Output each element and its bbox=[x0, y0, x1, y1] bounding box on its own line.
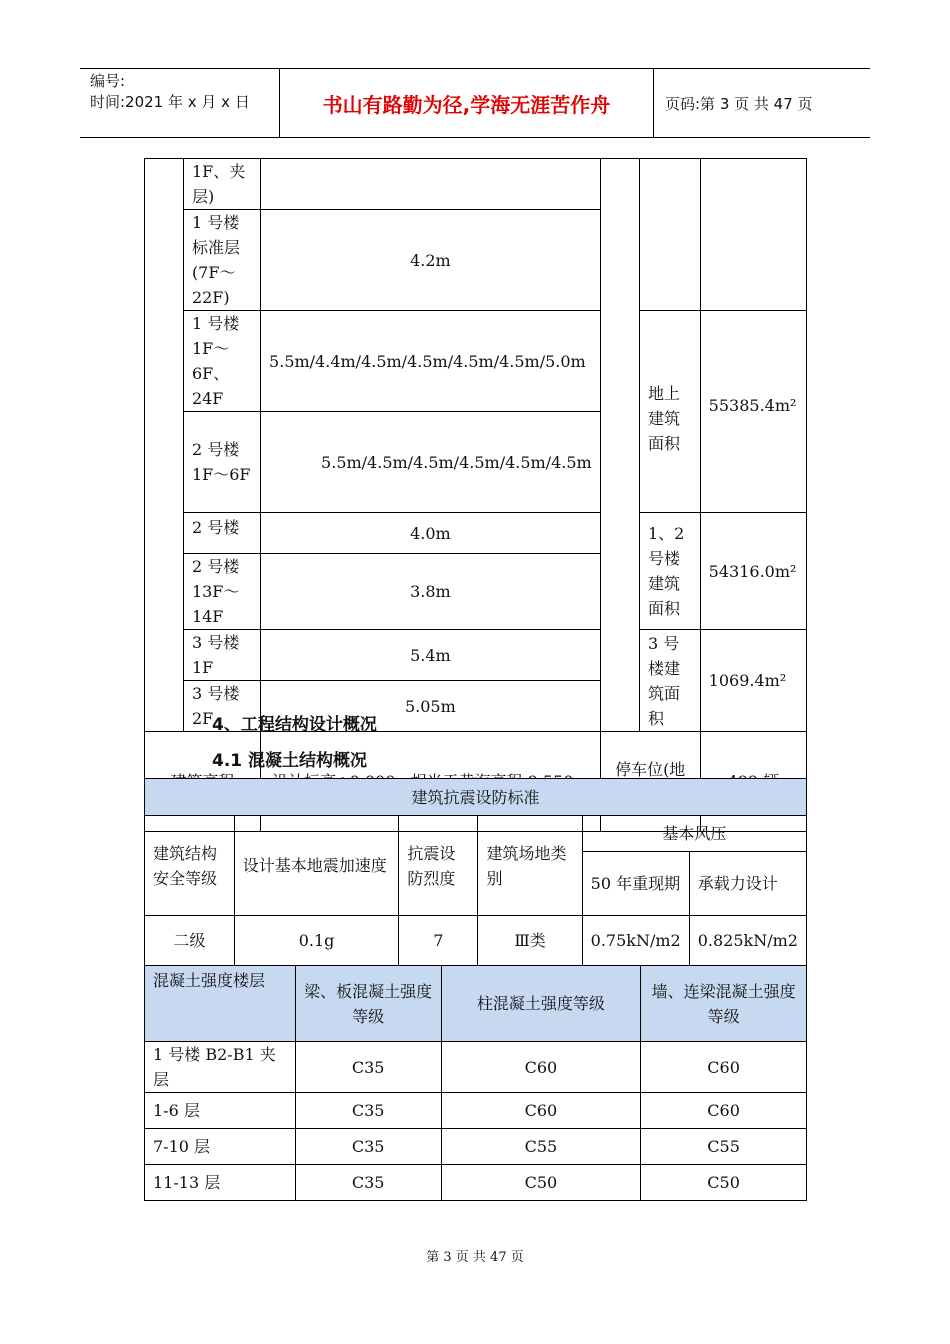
floor-cell: 1 号楼 B2-B1 夹层 bbox=[145, 1042, 296, 1093]
floor-label: 2 号楼 1F～6F bbox=[183, 412, 260, 513]
area-label: 地上建筑面积 bbox=[640, 311, 701, 513]
intensity-value: 7 bbox=[399, 916, 478, 966]
column-cell: C50 bbox=[441, 1165, 641, 1201]
beam-cell: C35 bbox=[295, 1129, 441, 1165]
floor-cell: 1-6 层 bbox=[145, 1093, 296, 1129]
floor-height: 3.8m bbox=[261, 554, 601, 630]
empty-cell bbox=[700, 159, 806, 311]
table-row bbox=[145, 1129, 807, 1165]
section-heading: 4、工程结构设计概况 bbox=[212, 715, 377, 735]
page-header bbox=[80, 68, 870, 138]
wall-cell: C60 bbox=[641, 1093, 807, 1129]
wall-cell: C50 bbox=[641, 1165, 807, 1201]
beam-cell: C35 bbox=[295, 1093, 441, 1129]
floor-cell: 7-10 层 bbox=[145, 1129, 296, 1165]
acceleration-header: 设计基本地震加速度 bbox=[234, 816, 399, 916]
floor-label: 1 号楼标准层(7F～22F) bbox=[183, 210, 260, 311]
acceleration-value: 0.1g bbox=[234, 916, 399, 966]
column-cell: C60 bbox=[441, 1093, 641, 1129]
floor-cell: 11-13 层 bbox=[145, 1165, 296, 1201]
table-row bbox=[145, 1042, 807, 1093]
header-meta bbox=[80, 69, 280, 137]
floor-header: 混凝土强度楼层 bbox=[145, 966, 296, 1042]
column-cell: C55 bbox=[441, 1129, 641, 1165]
beam-header: 梁、板混凝土强度等级 bbox=[295, 966, 441, 1042]
document-time: 时间:2021 年 x 月 x 日 bbox=[90, 93, 250, 111]
safety-value: 二级 bbox=[145, 916, 235, 966]
table-row bbox=[145, 1165, 807, 1201]
floor-label: 2 号楼 13F～14F bbox=[183, 554, 260, 630]
empty-cell bbox=[640, 159, 701, 311]
wind-capacity-header: 承载力设计 bbox=[689, 852, 806, 916]
floor-height bbox=[261, 159, 601, 210]
area-label: 3 号楼建筑面积 bbox=[640, 630, 701, 732]
floor-label: 2 号楼 bbox=[183, 513, 260, 554]
floor-height: 5.5m/4.5m/4.5m/4.5m/4.5m/4.5m bbox=[261, 412, 601, 513]
concrete-table bbox=[144, 965, 807, 1201]
wind-header: 基本风压 bbox=[582, 816, 806, 852]
wind-50-value: 0.75kN/m2 bbox=[582, 916, 689, 966]
merged-empty-cell bbox=[600, 159, 639, 732]
table-row bbox=[145, 1093, 807, 1129]
floor-label: 3 号楼 2F bbox=[183, 681, 260, 732]
floor-height: 5.4m bbox=[261, 630, 601, 681]
beam-cell: C35 bbox=[295, 1165, 441, 1201]
floor-height: 5.05m bbox=[261, 681, 601, 732]
floor-label: 3 号楼 1F bbox=[183, 630, 260, 681]
floor-height: 4.2m bbox=[261, 210, 601, 311]
wind-capacity-value: 0.825kN/m2 bbox=[689, 916, 806, 966]
site-header: 建筑场地类别 bbox=[478, 816, 582, 916]
wall-header: 墙、连梁混凝土强度等级 bbox=[641, 966, 807, 1042]
wind-50-header: 50 年重现期 bbox=[582, 852, 689, 916]
document-number: 编号: bbox=[90, 72, 126, 90]
section-heading: 4.1 混凝土结构概况 bbox=[212, 751, 368, 771]
header-page-info: 页码:第 3 页 共 47 页 bbox=[665, 94, 813, 113]
seismic-title: 建筑抗震设防标准 bbox=[145, 779, 807, 816]
header-motto: 书山有路勤为径,学海无涯苦作舟 bbox=[280, 69, 654, 137]
wall-cell: C60 bbox=[641, 1042, 807, 1093]
page-footer: 第 3 页 共 47 页 bbox=[426, 1250, 524, 1265]
area-value: 54316.0m² bbox=[700, 513, 806, 630]
area-label: 1、2 号楼建筑面积 bbox=[640, 513, 701, 630]
floor-label: 1 号楼 1F～6F、24F bbox=[183, 311, 260, 412]
area-value: 1069.4m² bbox=[700, 630, 806, 732]
area-value: 55385.4m² bbox=[700, 311, 806, 513]
floor-label: 1F、夹层) bbox=[183, 159, 260, 210]
seismic-table bbox=[144, 778, 807, 966]
site-value: Ⅲ类 bbox=[478, 916, 582, 966]
merged-empty-cell bbox=[145, 159, 184, 732]
beam-cell: C35 bbox=[295, 1042, 441, 1093]
column-cell: C60 bbox=[441, 1042, 641, 1093]
wall-cell: C55 bbox=[641, 1129, 807, 1165]
safety-header: 建筑结构安全等级 bbox=[145, 816, 235, 916]
floor-height: 4.0m bbox=[261, 513, 601, 554]
column-header: 柱混凝土强度等级 bbox=[441, 966, 641, 1042]
parking-label: 停车位(地 bbox=[600, 732, 700, 832]
floor-height: 5.5m/4.4m/4.5m/4.5m/4.5m/4.5m/5.0m bbox=[261, 311, 601, 412]
intensity-header: 抗震设防烈度 bbox=[399, 816, 478, 916]
